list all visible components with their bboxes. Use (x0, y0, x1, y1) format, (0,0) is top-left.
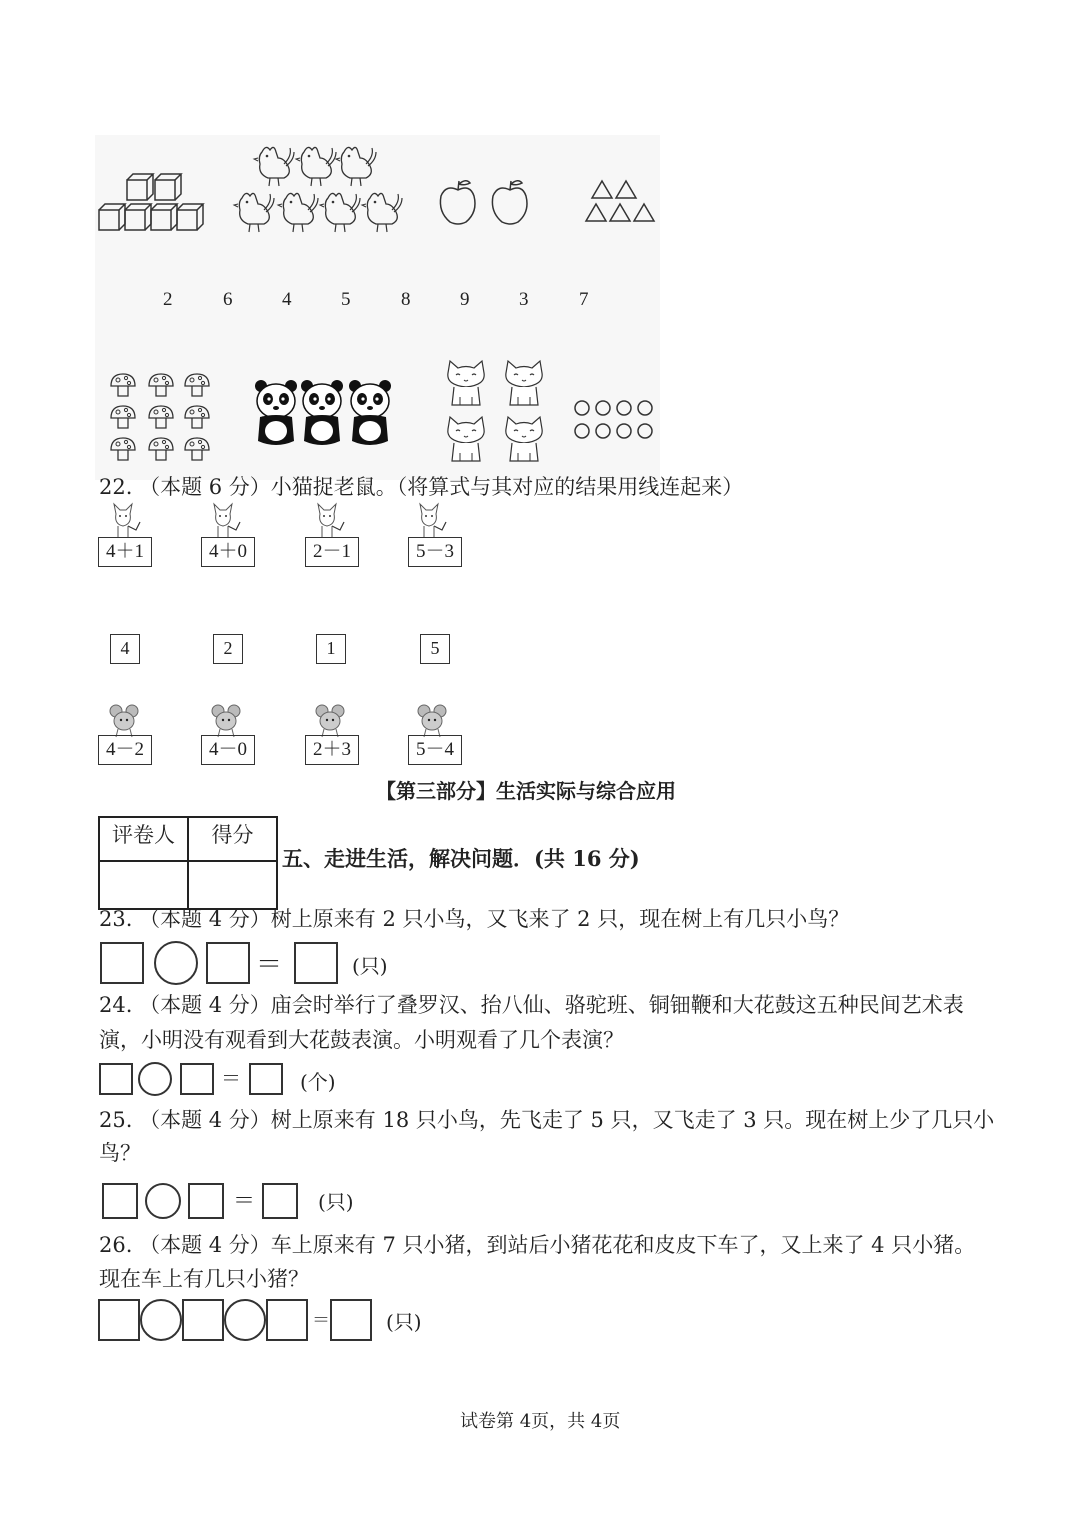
equals-sign: ＝ (233, 1189, 256, 1214)
section5-title: 五、走进生活，解决问题．(共 16 分) (282, 846, 640, 871)
result-box[interactable]: 4 (110, 634, 140, 664)
number-label: 3 (519, 289, 529, 310)
answer-box[interactable] (206, 942, 250, 984)
answer-box[interactable] (102, 1183, 138, 1219)
result-box[interactable]: 1 (316, 634, 346, 664)
number-label: 9 (460, 289, 470, 310)
grade-table (98, 816, 278, 910)
result-answer-box[interactable] (249, 1063, 283, 1095)
equals-sign: ＝ (312, 1310, 330, 1331)
mouse-icon (100, 703, 460, 739)
kitten-icon (100, 502, 460, 540)
number-label: 5 (341, 289, 351, 310)
unit-label: (个) (300, 1070, 336, 1094)
operator-circle[interactable] (140, 1299, 182, 1341)
page-footer: 试卷第 4页，共 4页 (460, 1411, 621, 1432)
unit-label: (只) (386, 1310, 422, 1334)
number-label: 6 (223, 289, 233, 310)
answer-box[interactable] (98, 1299, 140, 1341)
answer-box[interactable] (100, 942, 144, 984)
mushroom-icon (105, 370, 215, 470)
answer-box[interactable] (266, 1299, 308, 1341)
equals-sign: ＝ (256, 950, 283, 980)
operator-circle[interactable] (154, 941, 198, 985)
question-26-line2: 现在车上有几只小猪？ (99, 1267, 309, 1291)
result-answer-box[interactable] (294, 942, 338, 984)
question-25-line1: 25. （本题 4 分）树上原来有 18 只小鸟，先飞走了 5 只，又飞走了 3 只。现在树上少了几只小 (99, 1108, 995, 1132)
result-answer-box[interactable] (262, 1183, 298, 1219)
question-23-text: 23. （本题 4 分）树上原来有 2 只小鸟，又飞来了 2 只，现在树上有几只小鸟？ (99, 907, 850, 931)
cat-expression[interactable]: 4＋1 (98, 537, 152, 567)
score-header: 得分 (188, 817, 277, 861)
number-label: 8 (401, 289, 411, 310)
answer-box[interactable] (180, 1063, 214, 1095)
circle-icon (572, 398, 660, 442)
cat-expression[interactable]: 2－1 (305, 537, 359, 567)
mouse-expression[interactable]: 5－4 (408, 735, 462, 765)
mouse-expression[interactable]: 4－2 (98, 735, 152, 765)
question-24-line1: 24. （本题 4 分）庙会时举行了叠罗汉、抬八仙、骆驼班、铜钿鞭和大花鼓这五种民间艺术表 (99, 993, 964, 1017)
operator-circle[interactable] (224, 1299, 266, 1341)
part3-title: 【第三部分】生活实际与综合应用 (376, 779, 676, 803)
mouse-expression[interactable]: 2＋3 (305, 735, 359, 765)
unit-label: (只) (352, 954, 388, 978)
score-cell[interactable] (188, 861, 277, 909)
question-25-line2: 鸟？ (99, 1141, 141, 1165)
unit-label: (只) (318, 1190, 354, 1214)
operator-circle[interactable] (145, 1183, 181, 1219)
reviewer-header: 评卷人 (99, 817, 188, 861)
result-box[interactable]: 5 (420, 634, 450, 664)
number-label: 2 (163, 289, 173, 310)
number-label: 7 (579, 289, 589, 310)
reviewer-cell[interactable] (99, 861, 188, 909)
cube-icon (97, 170, 209, 232)
result-box[interactable]: 2 (213, 634, 243, 664)
equals-sign: ＝ (221, 1066, 241, 1090)
cat-expression[interactable]: 4＋0 (201, 537, 255, 567)
triangle-icon (584, 178, 660, 226)
answer-box[interactable] (188, 1183, 224, 1219)
panda-icon (252, 375, 397, 450)
apple-icon (436, 178, 536, 228)
result-answer-box[interactable] (330, 1299, 372, 1341)
answer-box[interactable] (182, 1299, 224, 1341)
question-24-line2: 演，小明没有观看到大花鼓表演。小明观看了几个表演？ (99, 1028, 624, 1052)
rooster-icon (232, 142, 407, 237)
operator-circle[interactable] (138, 1062, 172, 1096)
mouse-expression[interactable]: 4－0 (201, 735, 255, 765)
question-22-text: 22. （本题 6 分）小猫捉老鼠。（将算式与其对应的结果用线连起来） (99, 475, 744, 499)
number-label: 4 (282, 289, 292, 310)
cat-expression[interactable]: 5－3 (408, 537, 462, 567)
cat-icon (440, 357, 555, 470)
answer-box[interactable] (99, 1063, 133, 1095)
question-26-line1: 26. （本题 4 分）车上原来有 7 只小猪，到站后小猪花花和皮皮下车了，又上来了 4 只小猪。 (99, 1233, 976, 1257)
